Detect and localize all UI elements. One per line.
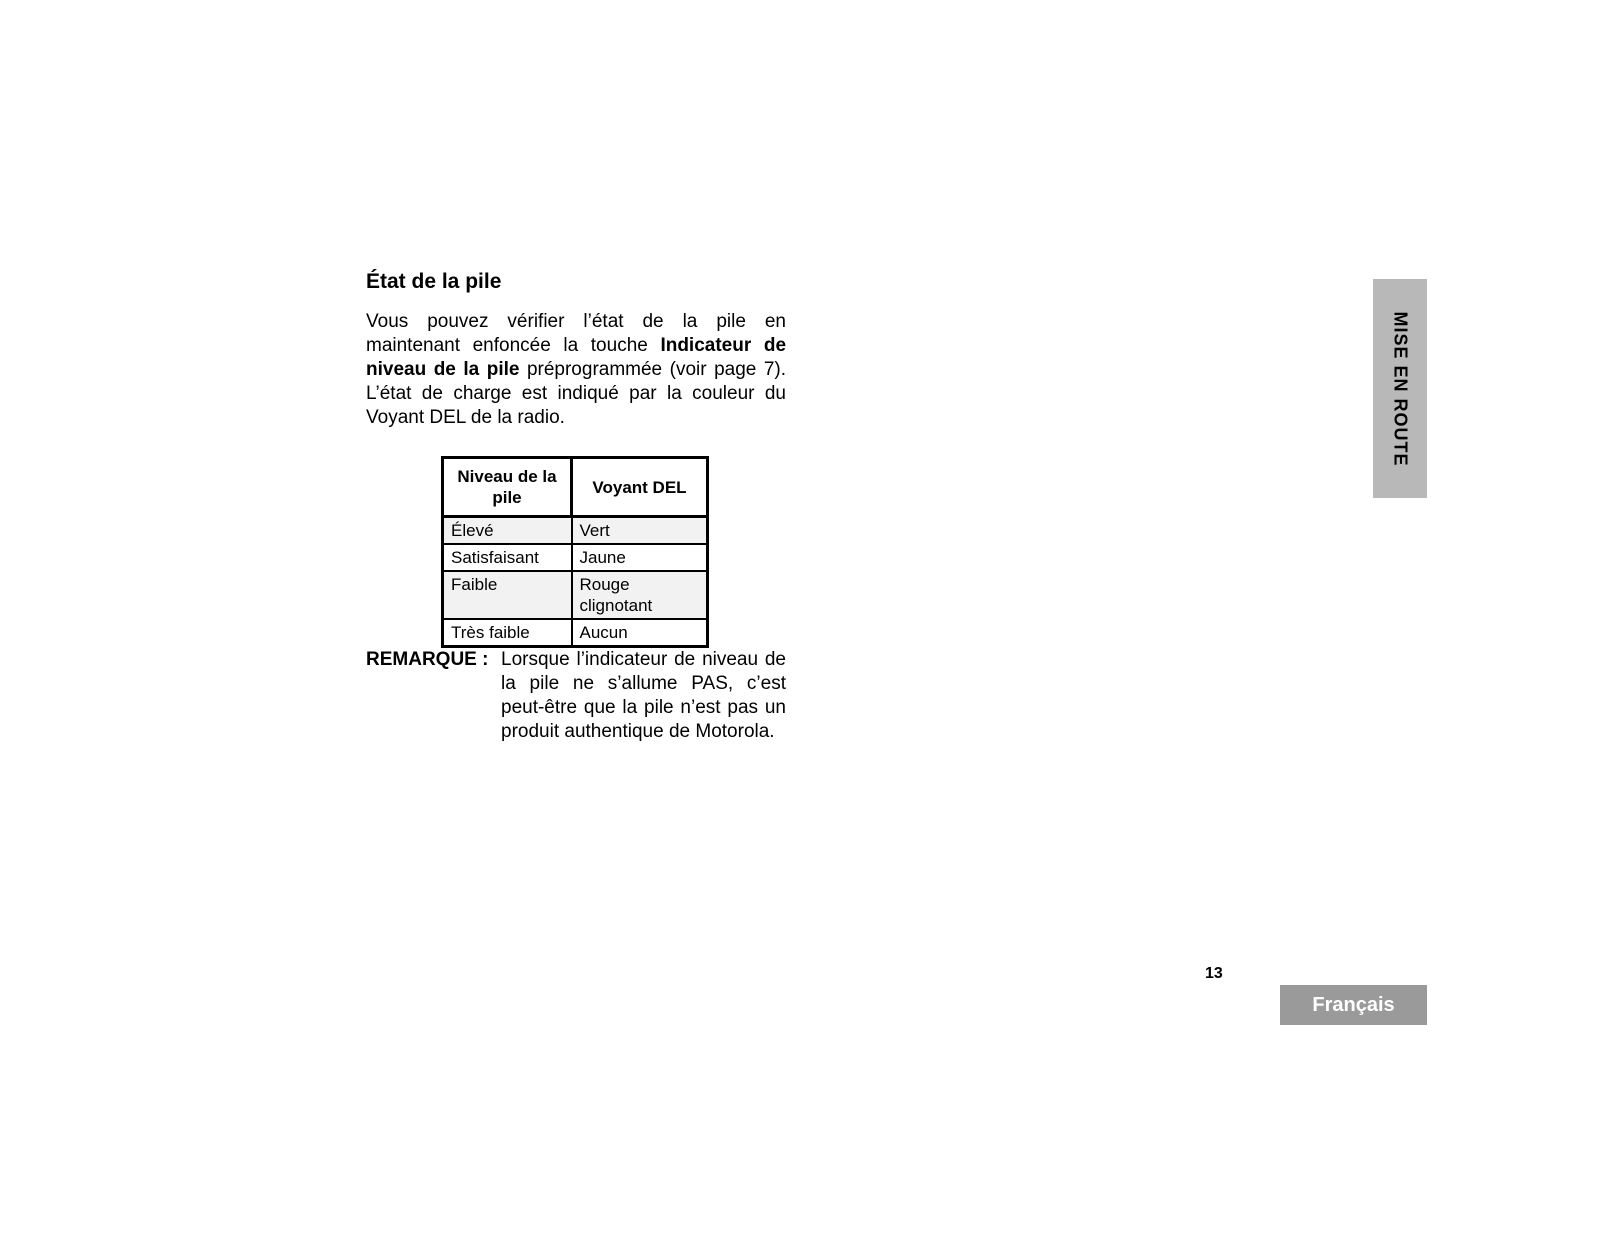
cell-battery-level: Élevé — [443, 517, 572, 545]
page-number: 13 — [1205, 965, 1223, 982]
note-text: Lorsque l’indicateur de niveau de la pile ne s’allume PAS, c’est peut-être que la pile n’est pas un produit authentique de Motorola. — [501, 649, 786, 742]
cell-led-color: Aucun — [572, 619, 708, 647]
table-row — [443, 544, 708, 571]
battery-level-table — [441, 456, 709, 648]
intro-text-end: préprogrammée (voir page 7). L’état de charge est indiqué par la couleur du Voyant DEL de la radio. — [366, 359, 787, 428]
table-header-row — [443, 458, 708, 517]
header-battery-level: Niveau de la pile — [443, 458, 572, 517]
section-heading: État de la pile — [366, 270, 502, 293]
language-tab-label: Français — [1312, 993, 1395, 1016]
table-row — [443, 517, 708, 545]
chapter-side-tab — [1373, 279, 1427, 498]
table-row — [443, 571, 708, 619]
intro-paragraph — [366, 310, 786, 430]
cell-battery-level: Très faible — [443, 619, 572, 647]
cell-led-color: Rouge clignotant — [572, 571, 708, 619]
cell-led-color: Jaune — [572, 544, 708, 571]
language-tab — [1280, 985, 1427, 1025]
table-row — [443, 619, 708, 647]
note-label: REMARQUE : — [366, 649, 489, 670]
cell-battery-level: Satisfaisant — [443, 544, 572, 571]
intro-text-start: Vous pouvez vérifier l’état de la pile en maintenant enfoncée la touche — [366, 311, 786, 356]
cell-led-color: Vert — [572, 517, 708, 545]
battery-indicator-key-name: Indicateur de niveau de la pile — [366, 335, 787, 380]
chapter-side-tab-label: MISE EN ROUTE — [1390, 310, 1411, 467]
cell-battery-level: Faible — [443, 571, 572, 619]
header-led-indicator: Voyant DEL — [572, 458, 708, 517]
